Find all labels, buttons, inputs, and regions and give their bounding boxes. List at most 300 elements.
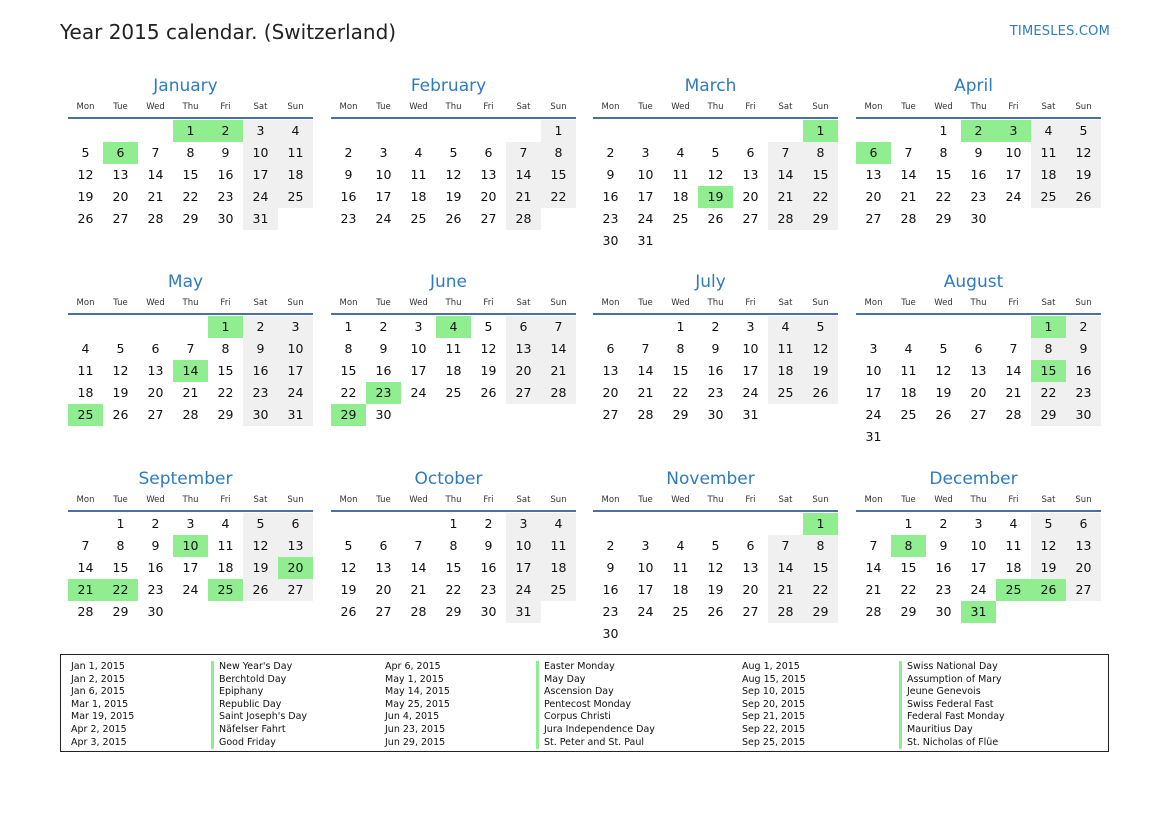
- weekday-label: Thu: [970, 102, 987, 112]
- weekday-label: Tue: [113, 298, 128, 308]
- day-cell: 20: [506, 360, 541, 382]
- weekday-label: Fri: [745, 495, 756, 505]
- day-cell: 9: [344, 167, 353, 182]
- day-cell: 21: [865, 582, 882, 597]
- holiday-date: Mar 1, 2015: [71, 698, 129, 710]
- day-blank: [436, 120, 471, 142]
- weekday-header: [331, 100, 576, 114]
- holiday-name: Assumption of Mary: [899, 674, 1005, 687]
- day-cell: 10: [410, 341, 427, 356]
- weekday-label: Sun: [550, 298, 567, 308]
- day-cell: 15: [672, 363, 689, 378]
- day-cell: 30: [243, 404, 278, 426]
- day-cell: 9: [1066, 338, 1101, 360]
- holiday-day-cell: 25: [996, 579, 1031, 601]
- day-cell: 27: [1066, 579, 1101, 601]
- day-cell: 10: [637, 167, 654, 182]
- day-cell: 13: [506, 338, 541, 360]
- weekday-label: Thu: [445, 102, 462, 112]
- day-cell: 20: [147, 385, 164, 400]
- day-blank: [138, 316, 173, 338]
- holiday-date: Sep 25, 2015: [742, 736, 806, 748]
- holiday-name: Swiss National Day: [899, 661, 1005, 674]
- day-cell: 5: [803, 316, 838, 338]
- day-blank: [698, 513, 733, 535]
- day-cell: 19: [480, 363, 497, 378]
- month-title: September: [138, 469, 233, 489]
- holiday-date: Jan 1, 2015: [71, 661, 125, 672]
- day-cell: 17: [742, 363, 759, 378]
- day-cell: 21: [900, 189, 917, 204]
- day-grid: [331, 316, 576, 426]
- holiday-name: Saint Joseph's Day: [211, 711, 307, 724]
- day-cell: 19: [340, 582, 357, 597]
- day-cell: 29: [217, 407, 234, 422]
- holiday-day-cell: 25: [68, 404, 103, 426]
- day-cell: 17: [865, 385, 882, 400]
- day-cell: 20: [480, 189, 497, 204]
- weekday-label: Wed: [146, 298, 165, 308]
- holiday-date: Sep 21, 2015: [742, 711, 806, 723]
- day-blank: [856, 316, 891, 338]
- day-cell: 27: [970, 407, 987, 422]
- weekday-label: Tue: [901, 298, 916, 308]
- day-cell: 7: [151, 145, 160, 160]
- holiday-name: May Day: [536, 674, 655, 687]
- day-cell: 7: [1009, 341, 1018, 356]
- day-cell: 21: [637, 385, 654, 400]
- day-cell: 5: [711, 538, 720, 553]
- day-cell: 10: [637, 560, 654, 575]
- month-title: January: [153, 76, 218, 96]
- day-cell: 24: [182, 582, 199, 597]
- day-blank: [401, 513, 436, 535]
- day-cell: 22: [803, 186, 838, 208]
- day-cell: 19: [803, 360, 838, 382]
- holiday-date: Apr 6, 2015: [385, 661, 441, 672]
- day-cell: 18: [541, 557, 576, 579]
- holiday-name: Good Friday: [211, 737, 307, 750]
- day-cell: 2: [606, 145, 615, 160]
- day-cell: 5: [243, 513, 278, 535]
- weekday-header: [68, 296, 313, 310]
- day-cell: 30: [480, 604, 497, 619]
- day-cell: 1: [449, 516, 458, 531]
- legend-names: [899, 661, 1005, 749]
- day-cell: 12: [480, 341, 497, 356]
- day-cell: 4: [904, 341, 913, 356]
- day-cell: 3: [278, 316, 313, 338]
- weekday-label: Wed: [671, 102, 690, 112]
- day-cell: 13: [147, 363, 164, 378]
- weekday-header: [593, 296, 838, 310]
- weekday-label: Mon: [601, 102, 620, 112]
- day-cell: 6: [379, 538, 388, 553]
- month-divider: [593, 313, 838, 315]
- legend-names: [211, 661, 307, 749]
- day-cell: 27: [480, 211, 497, 226]
- day-cell: 2: [151, 516, 160, 531]
- day-cell: 3: [641, 145, 650, 160]
- day-cell: 28: [768, 208, 803, 230]
- holiday-day-cell: 1: [173, 120, 208, 142]
- day-cell: 8: [676, 341, 685, 356]
- day-cell: 8: [449, 538, 458, 553]
- holiday-date: Aug 15, 2015: [742, 673, 806, 685]
- day-cell: 13: [970, 363, 987, 378]
- weekday-label: Tue: [638, 298, 653, 308]
- day-cell: 11: [445, 341, 462, 356]
- day-cell: 10: [865, 363, 882, 378]
- day-cell: 24: [375, 211, 392, 226]
- weekday-label: Tue: [638, 102, 653, 112]
- day-grid: [593, 513, 838, 645]
- day-cell: 9: [151, 538, 160, 553]
- day-grid: [68, 120, 313, 230]
- holiday-date: Apr 2, 2015: [71, 723, 127, 735]
- day-cell: 24: [742, 385, 759, 400]
- day-cell: 13: [742, 167, 759, 182]
- day-cell: 20: [112, 189, 129, 204]
- day-cell: 18: [217, 560, 234, 575]
- day-cell: 3: [746, 319, 755, 334]
- day-cell: 5: [939, 341, 948, 356]
- holiday-day-cell: 22: [103, 579, 138, 601]
- day-cell: 29: [803, 208, 838, 230]
- holiday-name: St. Nicholas of Flüe: [899, 737, 1005, 750]
- day-cell: 26: [445, 211, 462, 226]
- holiday-date: Apr 3, 2015: [71, 736, 127, 748]
- day-cell: 15: [112, 560, 129, 575]
- holiday-name: Swiss Federal Fast: [899, 699, 1005, 712]
- day-cell: 17: [970, 560, 987, 575]
- day-cell: 3: [869, 341, 878, 356]
- weekday-header: [593, 493, 838, 507]
- holiday-day-cell: 19: [698, 186, 733, 208]
- weekday-label: Sat: [778, 298, 793, 308]
- day-cell: 17: [410, 363, 427, 378]
- day-cell: 14: [768, 557, 803, 579]
- day-blank: [68, 120, 103, 142]
- month-january: [68, 76, 313, 230]
- day-blank: [856, 513, 891, 535]
- weekday-label: Tue: [901, 495, 916, 505]
- month-divider: [68, 117, 313, 119]
- month-may: [68, 272, 313, 426]
- weekday-label: Sat: [1041, 495, 1056, 505]
- day-cell: 28: [182, 407, 199, 422]
- day-cell: 8: [939, 145, 948, 160]
- day-grid: [856, 120, 1101, 230]
- day-cell: 14: [768, 164, 803, 186]
- month-divider: [593, 117, 838, 119]
- day-cell: 3: [243, 120, 278, 142]
- brand-link[interactable]: TIMESLES.COM: [1009, 24, 1110, 39]
- day-cell: 18: [1031, 164, 1066, 186]
- day-cell: 8: [221, 341, 230, 356]
- holiday-date: May 25, 2015: [385, 698, 450, 710]
- day-cell: 30: [1066, 404, 1101, 426]
- day-cell: 12: [803, 338, 838, 360]
- weekday-label: Fri: [1008, 495, 1019, 505]
- weekday-label: Sun: [812, 495, 829, 505]
- day-blank: [173, 316, 208, 338]
- day-cell: 2: [939, 516, 948, 531]
- day-blank: [593, 120, 628, 142]
- day-cell: 19: [243, 557, 278, 579]
- legend-dates: [71, 661, 134, 749]
- day-cell: 9: [606, 560, 615, 575]
- day-cell: 12: [707, 560, 724, 575]
- day-blank: [506, 120, 541, 142]
- day-cell: 7: [541, 316, 576, 338]
- day-cell: 3: [379, 145, 388, 160]
- weekday-label: Wed: [409, 298, 428, 308]
- weekday-label: Tue: [376, 298, 391, 308]
- holiday-name: Easter Monday: [536, 661, 655, 674]
- day-cell: 12: [1031, 535, 1066, 557]
- weekday-label: Wed: [671, 495, 690, 505]
- weekday-label: Thu: [445, 495, 462, 505]
- holiday-date: Sep 10, 2015: [742, 686, 806, 698]
- day-cell: 16: [707, 363, 724, 378]
- weekday-label: Sat: [516, 495, 531, 505]
- day-blank: [856, 120, 891, 142]
- day-cell: 19: [1031, 557, 1066, 579]
- day-cell: 10: [1005, 145, 1022, 160]
- day-cell: 9: [484, 538, 493, 553]
- day-cell: 16: [970, 167, 987, 182]
- weekday-header: [68, 100, 313, 114]
- day-cell: 18: [672, 189, 689, 204]
- weekday-label: Thu: [707, 298, 724, 308]
- weekday-label: Sun: [812, 298, 829, 308]
- day-cell: 6: [278, 513, 313, 535]
- day-cell: 13: [742, 560, 759, 575]
- day-cell: 14: [77, 560, 94, 575]
- day-cell: 9: [379, 341, 388, 356]
- day-cell: 29: [112, 604, 129, 619]
- day-cell: 23: [480, 582, 497, 597]
- day-cell: 18: [768, 360, 803, 382]
- holiday-date: Sep 22, 2015: [742, 723, 806, 735]
- day-cell: 7: [641, 341, 650, 356]
- month-divider: [331, 510, 576, 512]
- day-cell: 6: [151, 341, 160, 356]
- day-cell: 14: [637, 363, 654, 378]
- weekday-label: Sun: [812, 102, 829, 112]
- day-cell: 20: [1066, 557, 1101, 579]
- day-cell: 10: [243, 142, 278, 164]
- day-cell: 26: [112, 407, 129, 422]
- day-cell: 25: [768, 382, 803, 404]
- day-cell: 5: [81, 145, 90, 160]
- day-cell: 29: [803, 601, 838, 623]
- weekday-label: Wed: [671, 298, 690, 308]
- day-blank: [331, 120, 366, 142]
- day-cell: 2: [606, 538, 615, 553]
- holiday-day-cell: 6: [856, 142, 891, 164]
- day-cell: 2: [1066, 316, 1101, 338]
- day-cell: 22: [803, 579, 838, 601]
- day-cell: 7: [904, 145, 913, 160]
- day-cell: 22: [340, 385, 357, 400]
- day-cell: 23: [935, 582, 952, 597]
- month-march: [593, 76, 838, 252]
- day-cell: 20: [602, 385, 619, 400]
- weekday-label: Mon: [864, 495, 883, 505]
- day-cell: 5: [711, 145, 720, 160]
- day-cell: 26: [243, 579, 278, 601]
- day-cell: 4: [414, 145, 423, 160]
- day-cell: 20: [970, 385, 987, 400]
- day-cell: 3: [974, 516, 983, 531]
- day-cell: 15: [803, 557, 838, 579]
- weekday-label: Mon: [76, 298, 95, 308]
- month-divider: [68, 510, 313, 512]
- day-cell: 18: [672, 582, 689, 597]
- weekday-label: Sun: [287, 298, 304, 308]
- weekday-label: Fri: [1008, 102, 1019, 112]
- day-cell: 26: [77, 211, 94, 226]
- day-cell: 12: [1066, 142, 1101, 164]
- day-cell: 11: [541, 535, 576, 557]
- day-cell: 2: [711, 319, 720, 334]
- day-cell: 11: [77, 363, 94, 378]
- weekday-label: Thu: [707, 495, 724, 505]
- holiday-day-cell: 31: [961, 601, 996, 623]
- day-cell: 21: [410, 582, 427, 597]
- day-blank: [733, 513, 768, 535]
- day-cell: 19: [112, 385, 129, 400]
- weekday-header: [331, 493, 576, 507]
- day-cell: 27: [506, 382, 541, 404]
- day-cell: 10: [506, 535, 541, 557]
- day-cell: 17: [278, 360, 313, 382]
- day-cell: 18: [900, 385, 917, 400]
- day-cell: 28: [865, 604, 882, 619]
- day-cell: 23: [1066, 382, 1101, 404]
- weekday-label: Fri: [483, 298, 494, 308]
- day-cell: 22: [182, 189, 199, 204]
- holiday-day-cell: 23: [366, 382, 401, 404]
- day-cell: 1: [116, 516, 125, 531]
- day-cell: 4: [278, 120, 313, 142]
- month-july: [593, 272, 838, 426]
- day-cell: 17: [637, 189, 654, 204]
- day-cell: 21: [541, 360, 576, 382]
- month-title: March: [684, 76, 737, 96]
- day-cell: 13: [602, 363, 619, 378]
- day-cell: 27: [278, 579, 313, 601]
- day-cell: 30: [375, 407, 392, 422]
- weekday-label: Wed: [409, 102, 428, 112]
- month-november: [593, 469, 838, 645]
- day-cell: 2: [379, 319, 388, 334]
- holiday-name: Corpus Christi: [536, 711, 655, 724]
- day-blank: [891, 120, 926, 142]
- holiday-day-cell: 10: [173, 535, 208, 557]
- day-blank: [768, 120, 803, 142]
- weekday-label: Fri: [745, 298, 756, 308]
- day-cell: 23: [707, 385, 724, 400]
- day-cell: 28: [147, 211, 164, 226]
- weekday-label: Sat: [253, 102, 268, 112]
- day-blank: [366, 120, 401, 142]
- day-cell: 27: [742, 604, 759, 619]
- weekday-label: Mon: [339, 102, 358, 112]
- day-cell: 11: [410, 167, 427, 182]
- day-cell: 4: [221, 516, 230, 531]
- month-divider: [331, 117, 576, 119]
- day-cell: 23: [147, 582, 164, 597]
- holiday-day-cell: 6: [103, 142, 138, 164]
- weekday-label: Mon: [76, 102, 95, 112]
- day-blank: [733, 120, 768, 142]
- weekday-label: Sun: [1075, 298, 1092, 308]
- weekday-label: Tue: [113, 102, 128, 112]
- day-cell: 15: [900, 560, 917, 575]
- month-title: October: [414, 469, 483, 489]
- day-cell: 11: [768, 338, 803, 360]
- day-blank: [593, 513, 628, 535]
- day-cell: 28: [541, 382, 576, 404]
- day-cell: 12: [445, 167, 462, 182]
- holiday-date: Aug 1, 2015: [742, 661, 800, 672]
- day-cell: 21: [147, 189, 164, 204]
- day-cell: 11: [217, 538, 234, 553]
- day-blank: [103, 120, 138, 142]
- month-title: November: [666, 469, 755, 489]
- weekday-label: Thu: [707, 102, 724, 112]
- day-cell: 25: [410, 211, 427, 226]
- day-cell: 21: [1005, 385, 1022, 400]
- day-cell: 28: [768, 601, 803, 623]
- day-cell: 1: [904, 516, 913, 531]
- day-cell: 29: [445, 604, 462, 619]
- day-grid: [856, 316, 1101, 448]
- holiday-day-cell: 29: [331, 404, 366, 426]
- holiday-day-cell: 8: [891, 535, 926, 557]
- day-cell: 1: [344, 319, 353, 334]
- day-cell: 4: [541, 513, 576, 535]
- day-cell: 22: [217, 385, 234, 400]
- month-divider: [331, 313, 576, 315]
- holiday-date: Jan 2, 2015: [71, 673, 125, 685]
- weekday-label: Mon: [601, 298, 620, 308]
- day-cell: 28: [410, 604, 427, 619]
- month-title: April: [954, 76, 993, 96]
- day-cell: 25: [278, 186, 313, 208]
- month-title: August: [943, 272, 1004, 292]
- day-cell: 26: [803, 382, 838, 404]
- day-cell: 18: [1005, 560, 1022, 575]
- day-cell: 6: [974, 341, 983, 356]
- day-cell: 9: [974, 145, 983, 160]
- day-cell: 24: [410, 385, 427, 400]
- day-cell: 13: [112, 167, 129, 182]
- page-title: Year 2015 calendar. (Switzerland): [60, 20, 397, 44]
- day-cell: 7: [768, 535, 803, 557]
- weekday-label: Mon: [76, 495, 95, 505]
- day-blank: [138, 120, 173, 142]
- holiday-date: Sep 20, 2015: [742, 698, 806, 710]
- weekday-label: Thu: [182, 298, 199, 308]
- weekday-label: Sun: [550, 102, 567, 112]
- day-cell: 7: [414, 538, 423, 553]
- day-blank: [593, 316, 628, 338]
- holiday-date: Jun 23, 2015: [385, 723, 446, 735]
